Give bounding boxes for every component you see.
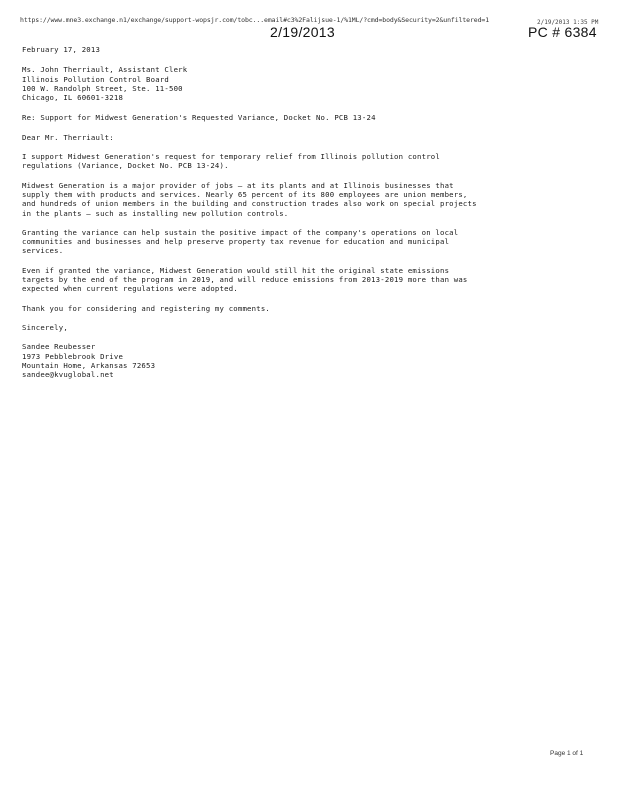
public-comment-number-stamp: PC # 6384 [528,24,597,40]
closing: Sincerely, [22,322,68,332]
letter-body [22,45,592,379]
signer-city: Mountain Home, Arkansas 72653 [22,360,156,370]
paragraph-line: expected when current regulations were adopted. [22,284,238,294]
recipient-line: Illinois Pollution Control Board [22,74,169,84]
paragraph-line: targets by the end of the program in 2019, and will reduce emissions from 2013-2019 more than was [22,275,468,285]
paragraph-line: regulations (Variance, Docket No. PCB 13-24). [22,161,229,171]
page-number: Page 1 of 1 [550,750,584,757]
paragraph-line: Thank you for considering and registering my comments. [22,303,271,313]
signer-street: 1973 Pebblebrook Drive [22,351,124,361]
paragraph-line: I support Midwest Generation's request for temporary relief from Illinois pollution control [22,152,440,162]
recipient-address [22,65,592,102]
paragraph [22,228,592,256]
paragraph [22,181,592,218]
paragraph-line: and hundreds of union members in the building and construction trades also work on special projects [22,199,477,209]
paragraph-line: Granting the variance can help sustain the positive impact of the company's operations on local [22,227,459,237]
paragraph-line: communities and businesses and help preserve property tax revenue for education and municipal [22,237,450,247]
paragraph-line: in the plants — such as installing new pollution controls. [22,208,289,218]
print-timestamp: 2/19/2013 1:35 PM [537,19,599,26]
paragraph [22,266,592,294]
paragraph [22,304,592,313]
recipient-line: Chicago, IL 60601-3218 [22,93,124,103]
letter-subject: Re: Support for Midwest Generation's Requested Variance, Docket No. PCB 13-24 [22,113,376,123]
paragraph [22,152,592,171]
letter-date: February 17, 2013 [22,45,101,54]
signer-name: Sandee Reubesser [22,342,96,352]
recipient-line: 100 W. Randolph Street, Ste. 11-500 [22,83,183,93]
paragraph-line: Even if granted the variance, Midwest Generation would still hit the original state emissions [22,265,450,275]
paragraph-line: Midwest Generation is a major provider of jobs — at its plants and at Illinois businesses that [22,180,454,190]
signer-email: sandee@kvuglobal.net [22,370,114,380]
paragraph-line: supply them with products and services. Nearly 65 percent of its 800 employees are union members, [22,189,468,199]
print-url: https://www.mne3.exchange.n1/exchange/support-wopsjr.com/tobc...email#c3%2Falijsue-1/%1ML/?cmd=body&Security=2&unfiltered=1 [20,16,490,24]
salutation: Dear Mr. Therriault: [22,132,114,142]
signature-block [22,342,592,379]
recipient-line: Ms. John Therriault, Assistant Clerk [22,65,188,75]
received-date-stamp: 2/19/2013 [270,24,335,40]
paragraph-line: services. [22,246,64,256]
